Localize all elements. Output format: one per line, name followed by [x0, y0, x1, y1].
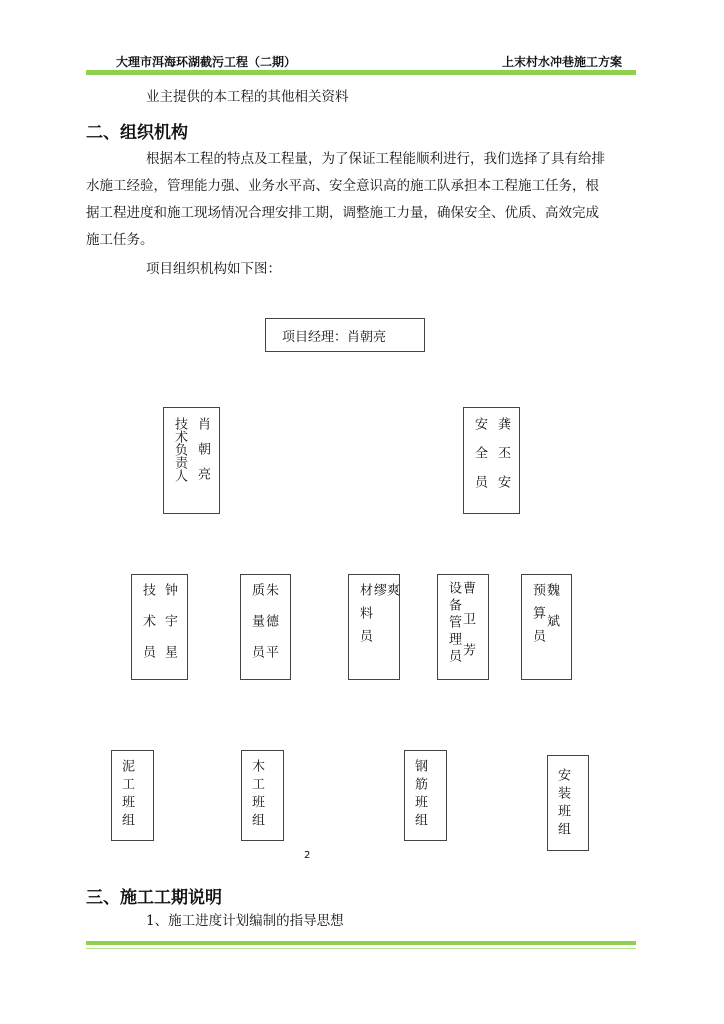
- tech-lead-name: 肖朝亮: [195, 417, 210, 492]
- staff-name: 魏斌: [544, 583, 559, 645]
- team-label: 木工班组: [249, 759, 264, 831]
- staff-box: [437, 574, 489, 680]
- staff-name: 缪爽: [371, 583, 399, 636]
- staff-box: [521, 574, 572, 680]
- staff-name: 钟宇星: [162, 583, 177, 676]
- section3-item: 1、施工进度计划编制的指导思想: [146, 913, 344, 929]
- staff-name: 曹卫芳: [460, 581, 475, 674]
- staff-role: 设备管理员: [446, 581, 461, 666]
- staff-role: 预算员: [530, 583, 545, 652]
- paragraph-line: 水施工经验，管理能力强、业务水平高、安全意识高的施工队承担本工程施工任务，根: [86, 178, 599, 194]
- tech-lead-box: [163, 407, 220, 514]
- org-chart-intro: 项目组织机构如下图：: [146, 261, 281, 277]
- safety-role: 安全员: [472, 417, 487, 504]
- staff-box: [131, 574, 188, 680]
- header-rule: [86, 70, 636, 75]
- section3-heading: 三、施工工期说明: [86, 888, 222, 908]
- safety-officer-box: [463, 407, 520, 514]
- header-doc-title: 上末村水冲巷施工方案: [502, 55, 623, 69]
- intro-line: 业主提供的本工程的其他相关资料: [146, 89, 349, 105]
- staff-box: [348, 574, 400, 680]
- team-label: 钢筋班组: [412, 759, 427, 831]
- team-label: 安装班组: [555, 768, 570, 840]
- staff-role: 材料员: [357, 583, 372, 652]
- footer-thin-rule: [86, 948, 636, 949]
- paragraph-line: 据工程进度和施工现场情况合理安排工期，调整施工力量，确保安全、优质、高效完成: [86, 205, 599, 221]
- staff-box: [240, 574, 291, 680]
- footer-rule: [86, 941, 636, 945]
- team-label: 泥工班组: [119, 759, 134, 831]
- header-project-title: 大理市洱海环湖截污工程（二期）: [116, 55, 297, 69]
- staff-role: 技术员: [140, 583, 155, 676]
- safety-name: 龚丕安: [495, 417, 510, 504]
- paragraph-line: 施工任务。: [86, 232, 154, 248]
- staff-name: 朱德平: [263, 583, 278, 676]
- manager-label: 项目经理：肖朝亮: [282, 330, 387, 345]
- manager-box: [265, 318, 425, 352]
- tech-lead-role: 技术负责人: [172, 417, 187, 482]
- team-box: [404, 750, 447, 841]
- paragraph-line: 根据本工程的特点及工程量，为了保证工程能顺利进行，我们选择了具有给排: [146, 151, 605, 167]
- page-number: 2: [304, 850, 311, 861]
- section2-heading: 二、组织机构: [86, 123, 188, 143]
- staff-role: 质量员: [249, 583, 264, 676]
- team-box: [111, 750, 154, 841]
- team-box: [547, 755, 589, 851]
- team-box: [241, 750, 284, 841]
